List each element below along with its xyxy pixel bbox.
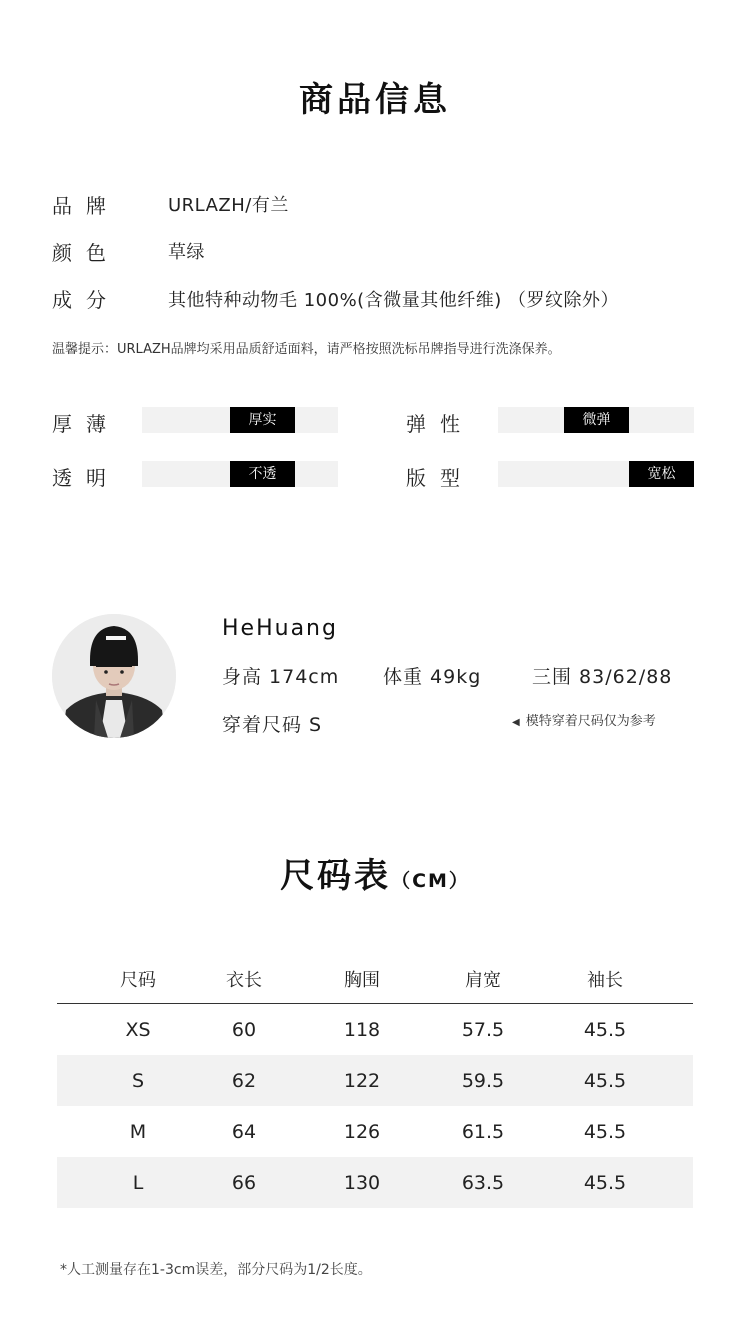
table-row bbox=[57, 1106, 693, 1157]
model-note bbox=[512, 710, 656, 729]
care-tip: 温馨提示：URLAZH品牌均采用品质舒适面料，请严格按照洗标吊牌指导进行洗涤保养。 bbox=[52, 342, 561, 357]
size-chart-title bbox=[0, 848, 750, 897]
elasticity-label: 弹性 bbox=[406, 412, 474, 436]
fit-bar bbox=[498, 461, 694, 487]
header-shoulder: 肩宽 bbox=[465, 970, 501, 991]
cell-sleeve: 45.5 bbox=[583, 1121, 627, 1143]
cell-sleeve: 45.5 bbox=[583, 1172, 627, 1194]
cell-sleeve: 45.5 bbox=[583, 1070, 627, 1092]
cell-sleeve: 45.5 bbox=[583, 1019, 627, 1041]
thickness-label: 厚薄 bbox=[52, 412, 120, 436]
cell-chest: 126 bbox=[343, 1121, 381, 1143]
table-header bbox=[57, 958, 693, 1004]
cell-chest: 122 bbox=[343, 1070, 381, 1092]
cell-length: 64 bbox=[231, 1121, 257, 1143]
fit-tag: 宽松 bbox=[629, 461, 694, 487]
caret-left-icon: ◀ bbox=[512, 717, 520, 728]
size-footnote: *人工测量存在1-3cm误差，部分尺码为1/2长度。 bbox=[60, 1262, 372, 1278]
table-row bbox=[57, 1004, 693, 1055]
size-table bbox=[57, 958, 693, 1208]
size-chart-heading: 尺码表 bbox=[280, 856, 392, 896]
model-size-worn: 穿着尺码 S bbox=[222, 714, 323, 736]
size-chart-unit: （CM） bbox=[391, 870, 470, 892]
transparency-tag: 不透 bbox=[230, 461, 295, 487]
cell-length: 62 bbox=[231, 1070, 257, 1092]
transparency-label: 透明 bbox=[52, 466, 120, 490]
cell-chest: 118 bbox=[343, 1019, 381, 1041]
cell-size: L bbox=[132, 1172, 144, 1194]
table-row bbox=[57, 1055, 693, 1106]
header-sleeve: 袖长 bbox=[587, 970, 623, 991]
cell-shoulder: 57.5 bbox=[461, 1019, 505, 1041]
model-measurements: 三围 83/62/88 bbox=[532, 666, 673, 688]
cell-size: XS bbox=[125, 1019, 151, 1041]
composition-value: 其他特种动物毛 100%(含微量其他纤维) （罗纹除外） bbox=[168, 290, 619, 311]
header-length: 衣长 bbox=[226, 970, 262, 991]
model-note-text: 模特穿着尺码仅为参考 bbox=[525, 714, 656, 729]
cell-shoulder: 63.5 bbox=[461, 1172, 505, 1194]
header-chest: 胸围 bbox=[344, 970, 380, 991]
color-label: 颜色 bbox=[52, 241, 120, 265]
transparency-bar bbox=[142, 461, 338, 487]
model-avatar bbox=[52, 614, 176, 738]
cell-length: 66 bbox=[231, 1172, 257, 1194]
header-size: 尺码 bbox=[120, 970, 156, 991]
table-row bbox=[57, 1157, 693, 1208]
cell-shoulder: 59.5 bbox=[461, 1070, 505, 1092]
color-value: 草绿 bbox=[168, 242, 205, 263]
cell-chest: 130 bbox=[343, 1172, 381, 1194]
cell-size: M bbox=[129, 1121, 147, 1143]
fit-label: 版型 bbox=[406, 466, 474, 490]
brand-label: 品牌 bbox=[52, 194, 120, 218]
model-name: HeHuang bbox=[222, 616, 338, 641]
cell-size: S bbox=[131, 1070, 145, 1092]
thickness-bar bbox=[142, 407, 338, 433]
composition-label: 成分 bbox=[52, 288, 120, 312]
elasticity-tag: 微弹 bbox=[564, 407, 629, 433]
cell-shoulder: 61.5 bbox=[461, 1121, 505, 1143]
cell-length: 60 bbox=[231, 1019, 257, 1041]
elasticity-bar bbox=[498, 407, 694, 433]
page-title: 商品信息 bbox=[299, 80, 451, 120]
model-portrait-icon bbox=[52, 614, 176, 738]
model-height: 身高 174cm bbox=[222, 666, 340, 688]
brand-value: URLAZH/有兰 bbox=[168, 195, 289, 216]
model-weight: 体重 49kg bbox=[383, 666, 482, 688]
thickness-tag: 厚实 bbox=[230, 407, 295, 433]
